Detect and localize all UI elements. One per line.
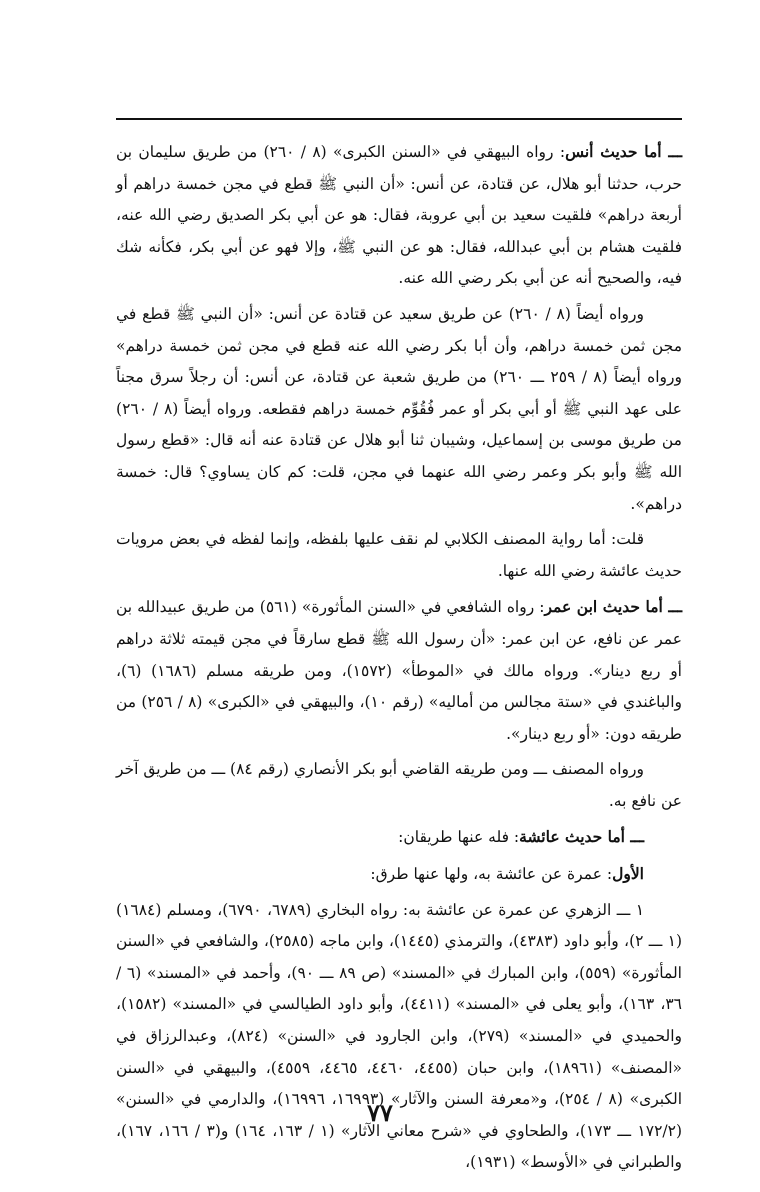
section-heading-ibn-umar: ـــ أما حديث ابن عمر [544, 597, 682, 617]
paragraph-text: ١ ـــ الزهري عن عمرة عن عائشة به: رواه البخاري (٦٧٨٩، ٦٧٩٠)، ومسلم (١٦٨٤) (١ ـــ ٢)، وأبو داود (٤٣٨٣)، والترمذي (١٤٤٥)، وابن ماجه (٢٥٨٥)، والشافعي في «السنن المأثورة» (٥٥٩)، وابن المبارك في «المسند» (ص ٨٩ ـــ ٩٠)، وأحمد في «المسند» (٦ / ٣٦، ١٦٣)، وأبو يعلى في «المسند» (٤٤١١)، وأبو داود الطيالسي في «المسند» (١٥٨٢)، والحميدي في «المسند» (٢٧٩)، وابن الجارود في «السنن» (٨٢٤)، وعبدالرزاق في «المصنف» (١٨٩٦١)، وابن حبان (٤٤٥٥، ٤٤٦٠، ٤٤٦٥، ٤٥٥٩)، والبيهقي في «السنن الكبرى» (٨ / ٢٥٤)، و«معرفة السنن والآثار» (١٦٩٩٣، ١٦٩٩٦)، والدارمي في «السنن» (١٧٢/٢ ـــ ١٧٣)، والطحاوي في «شرح معاني الآثار» (١ / ١٦٣، ١٦٤) و(٣ / ١٦٦، ١٦٧)، والطبراني في «الأوسط» (١٩٣١)، [116, 900, 683, 1172]
paragraph-anas-2 [116, 299, 682, 520]
paragraph-note [116, 524, 682, 587]
section-heading-anas: ـــ أما حديث أنس [565, 142, 682, 161]
paragraph-text: ورواه أيضاً (٨ / ٢٦٠) عن طريق سعيد عن قتادة عن أنس: «أن النبي ﷺ قطع في مجن ثمن خمسة دراهم، وأن أبا بكر رضي الله عنه قطع في مجن ثمن خمسة دراهم» ورواه أيضاً (٨ / ٢٥٩ ـــ ٢٦٠) من طريق شعبة عن قتادة، عن أنس: أن رجلاً سرق مجناً على عهد النبي ﷺ أو أبي بكر أو عمر فُقُوِّم خمسة دراهم فقطعه. ورواه أيضاً (٨ / ٢٦٠) من طريق موسى بن إسماعيل، وشيبان ثنا أبو هلال عن قتادة عنه أنه قال: «قطع رسول الله ﷺ وأبو بكر وعمر رضي الله عنهما في مجن، قلت: كم كان يساوي؟ قال: خمسة دراهم». [116, 304, 682, 513]
paragraph-ibn-umar [116, 591, 682, 750]
header-rule [116, 118, 682, 120]
page-number: ٧٧ [367, 1098, 393, 1127]
paragraph-text: : عمرة عن عائشة به، ولها عنها طرق: [370, 865, 613, 884]
main-text [116, 136, 682, 1183]
paragraph-aisha [116, 821, 682, 854]
paragraph-text: : رواه البيهقي في «السنن الكبرى» (٨ / ٢٦٠) من طريق سليمان بن حرب، حدثنا أبو هلال، عن قتادة، عن أنس: «أن النبي ﷺ قطع في مجن خمسة دراهم أو أربعة دراهم» فلقيت سعيد بن أبي عروبة، فقال: هو عن أبي بكر الصديق رضي الله عنه، فلقيت هشام بن أبي عبدالله، فقال: هو عن النبي ﷺ، وإلا فهو عن أبي بكر، فكأنه شك فيه، والصحيح أنه عن أبي بكر رضي الله عنه. [116, 143, 682, 288]
paragraph-zuhri [116, 895, 682, 1179]
paragraph-text: قلت: أما رواية المصنف الكلابي لم نقف عليها بلفظه، وإنما لفظه في بعض مرويات حديث عائشة رضي الله عنها. [116, 530, 682, 580]
paragraph-text: ورواه المصنف ـــ ومن طريقه القاضي أبو بكر الأنصاري (رقم ٨٤) ـــ من طريق آخر عن نافع به. [116, 760, 682, 810]
paragraph-ibn-umar-2 [116, 754, 682, 817]
paragraph-first-route [116, 858, 682, 891]
section-heading-aisha: ـــ أما حديث عائشة [519, 827, 644, 847]
paragraph-text: : فله عنها طريقان: [398, 828, 520, 847]
paragraph-text: : رواه الشافعي في «السنن المأثورة» (٥٦١) من طريق عبيدالله بن عمر عن نافع، عن ابن عمر: «أن رسول الله ﷺ قطع سارقاً في مجن قيمته ثلاثة دراهم أو ربع دينار». ورواه مالك في «الموطأ» (١٥٧٢)، ومن طريقه مسلم (١٦٨٦) (٦)، والباغندي في «ستة مجالس من أماليه» (رقم ١٠)، والبيهقي في «الكبرى» (٨ / ٢٥٦) من طريقه دون: «أو ربع دينار». [116, 598, 683, 743]
subheading-first: الأول [612, 864, 644, 884]
paragraph-anas [116, 136, 682, 295]
